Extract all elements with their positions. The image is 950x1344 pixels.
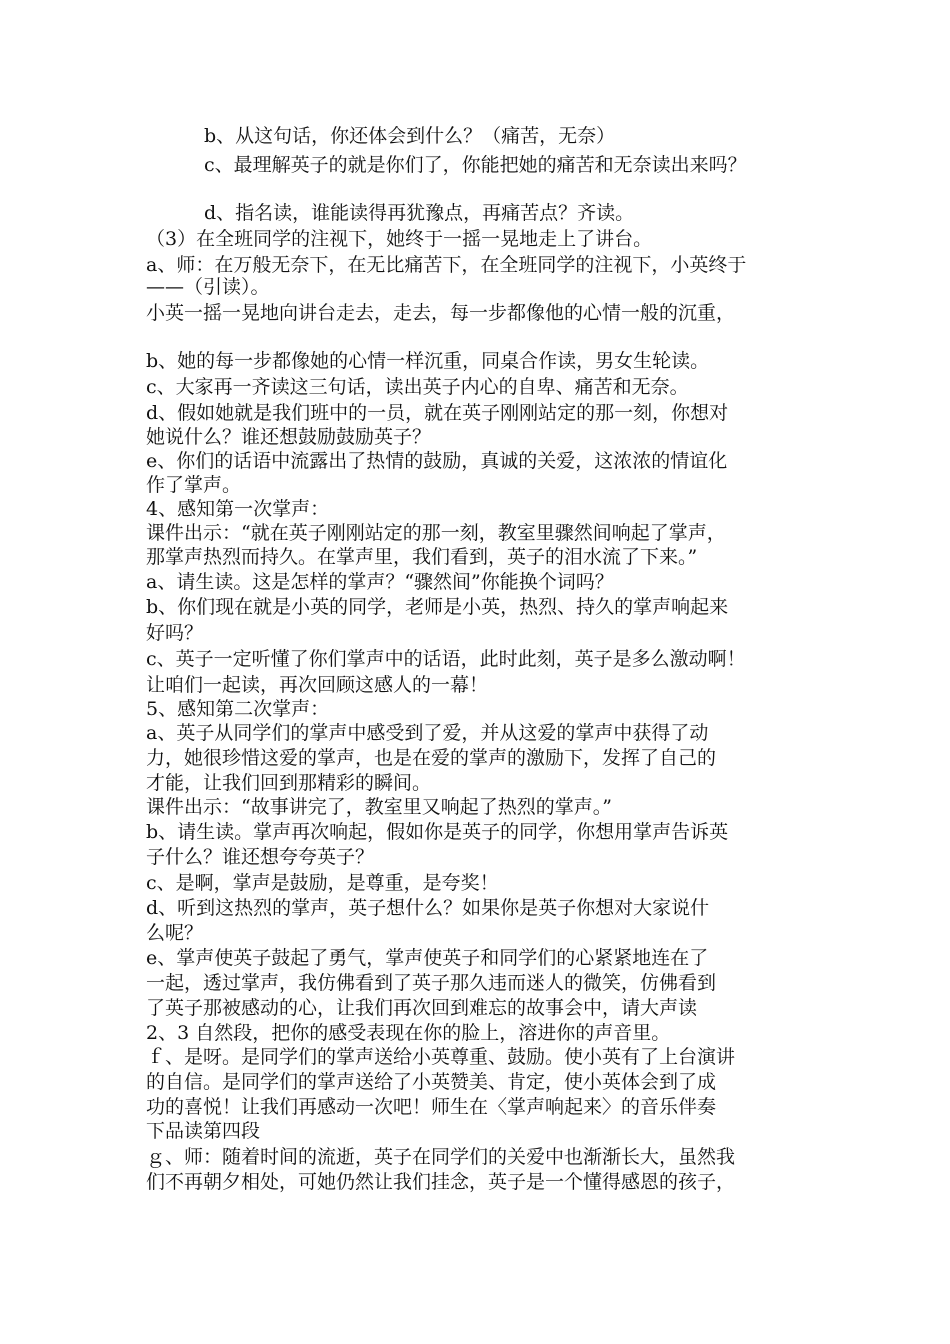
text-line: 一起，透过掌声，我仿佛看到了英子那久违而迷人的微笑，仿佛看到 [146,972,717,994]
text-line: e、掌声使英子鼓起了勇气，掌声使英子和同学们的心紧紧地连在了 [146,947,709,969]
text-line: c、英子一定听懂了你们掌声中的话语，此时此刻，英子是多么激动啊！ [146,648,746,670]
text-line: a、师：在万般无奈下，在无比痛苦下，在全班同学的注视下，小英终于 [146,254,747,276]
text-line: d、假如她就是我们班中的一员，就在英子刚刚站定的那一刻，你想对 [146,402,729,424]
text-line: c、是啊，掌声是鼓励，是尊重，是夸奖！ [146,872,499,894]
text-line: 小英一摇一晃地向讲台走去，走去，每一步都像他的心情一般的沉重， [146,302,736,324]
text-line: 2、3 自然段，把你的感受表现在你的脸上，溶进你的声音里。 [146,1022,671,1044]
text-line: 么呢？ [146,922,204,944]
text-line: 好吗？ [146,622,204,644]
text-line: d、听到这热烈的掌声，英子想什么？如果你是英子你想对大家说什 [146,897,710,919]
text-line: 4、感知第一次掌声： [146,498,330,520]
text-line: 才能，让我们回到那精彩的瞬间。 [146,772,432,794]
text-line: e、你们的话语中流露出了热情的鼓励，真诚的关爱，这浓浓的情谊化 [146,450,728,472]
text-line: a、英子从同学们的掌声中感受到了爱，并从这爱的掌声中获得了动 [146,722,709,744]
text-line: 们不再朝夕相处，可她仍然让我们挂念，英子是一个懂得感恩的孩子， [146,1171,736,1193]
text-line: b、她的每一步都像她的心情一样沉重，同桌合作读，男女生轮读。 [146,350,710,372]
text-line: d、指名读，谁能读得再犹豫点，再痛苦点？齐读。 [204,202,635,224]
text-line: 让咱们一起读，再次回顾这感人的一幕！ [146,674,489,696]
text-line: c、最理解英子的就是你们了，你能把她的痛苦和无奈读出来吗？ [204,154,747,176]
text-line: 5、感知第二次掌声： [146,698,330,720]
text-line: ｇ、师：随着时间的流逝，英子在同学们的关爱中也渐渐长大，虽然我 [146,1146,736,1168]
text-line: ——（引读）。 [146,276,270,298]
text-line: 的自信。是同学们的掌声送给了小英赞美、肯定，使小英体会到了成 [146,1071,717,1093]
text-line: b、你们现在就是小英的同学，老师是小英，热烈、持久的掌声响起来 [146,596,729,618]
text-line: 那掌声热烈而持久。在掌声里，我们看到，英子的泪水流了下来。” [146,546,698,568]
text-line: 功的喜悦！让我们再感动一次吧！师生在〈掌声响起来〉的音乐伴奏 [146,1096,717,1118]
text-line: 下品读第四段 [146,1120,261,1142]
text-line: b、请生读。掌声再次响起，假如你是英子的同学，你想用掌声告诉英 [146,821,729,843]
text-line: 课件出示：“就在英子刚刚站定的那一刻，教室里骤然间响起了掌声， [146,522,726,544]
text-line: c、大家再一齐读这三句话，读出英子内心的自卑、痛苦和无奈。 [146,376,689,398]
text-line: 她说什么？谁还想鼓励鼓励英子？ [146,426,432,448]
text-line: 子什么？谁还想夸夸英子？ [146,846,375,868]
text-line: 课件出示：“故事讲完了，教室里又响起了热烈的掌声。” [146,796,612,818]
text-line: 力，她很珍惜这爱的掌声，也是在爱的掌声的激励下，发挥了自己的 [146,747,717,769]
text-line: 作了掌声。 [146,474,242,496]
text-line: ｆ、是呀。是同学们的掌声送给小英尊重、鼓励。使小英有了上台演讲 [146,1046,736,1068]
text-line: （3）在全班同学的注视下，她终于一摇一晃地走上了讲台。 [146,228,653,250]
text-line: 了英子那被感动的心，让我们再次回到难忘的故事会中，请大声读 [146,997,698,1019]
text-line: b、从这句话，你还体会到什么？（痛苦，无奈） [204,125,616,147]
text-line: a、请生读。这是怎样的掌声？“骤然间”你能换个词吗？ [146,571,614,593]
